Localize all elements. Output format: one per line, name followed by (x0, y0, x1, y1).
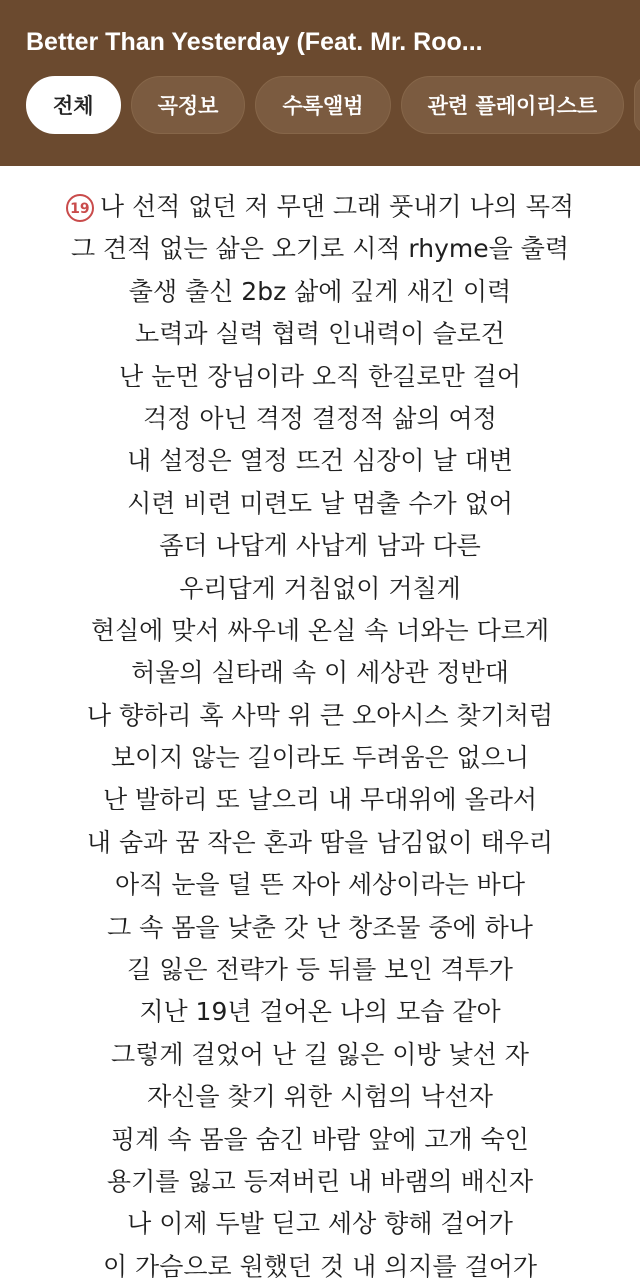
lyric-line: 길 잃은 전략가 등 뒤를 보인 격투가 (127, 955, 513, 985)
tab-next-partial[interactable] (634, 76, 640, 134)
lyric-line: 이 가슴으로 원했던 것 내 의지를 걸어가 (102, 1251, 538, 1281)
tab-album[interactable]: 수록앨범 (255, 76, 390, 134)
lyric-line: 좀더 나답게 사납게 남과 다른 (159, 531, 481, 561)
lyric-line: 자신을 찾기 위한 시험의 낙선자 (147, 1082, 493, 1112)
lyric-line: 지난 19년 걸어온 나의 모습 같아 (139, 997, 501, 1027)
lyric-line: 19 나 선적 없던 저 무댄 그래 풋내기 나의 목적 (0, 186, 640, 228)
tab-song-info[interactable]: 곡정보 (131, 76, 246, 134)
song-title: Better Than Yesterday (Feat. Mr. Roo... (26, 28, 483, 56)
lyric-line: 용기를 잃고 등져버린 내 바램의 배신자 (106, 1166, 534, 1196)
app-header (0, 0, 640, 166)
lyric-line: 시련 비련 미련도 날 멈출 수가 없어 (127, 488, 513, 518)
age-rating-badge: 19 (66, 194, 94, 222)
lyrics-body (0, 186, 640, 1288)
lyric-line: 내 숨과 꿈 작은 혼과 땀을 남김없이 태우리 (86, 827, 554, 857)
lyric-line: 걱정 아닌 격정 결정적 삶의 여정 (143, 403, 497, 433)
lyric-line: 핑계 속 몸을 숨긴 바람 앞에 고개 숙인 (111, 1124, 529, 1154)
lyric-line: 현실에 맞서 싸우네 온실 속 너와는 다르게 (90, 615, 550, 645)
lyric-line: 그 견적 없는 삶은 오기로 시적 rhyme을 출력 (70, 234, 570, 264)
tab-related-playlists[interactable]: 관련 플레이리스트 (401, 76, 625, 134)
lyric-line: 출생 출신 2bz 삶에 깊게 새긴 이력 (128, 276, 512, 306)
tab-bar (26, 76, 640, 136)
lyric-line: 허울의 실타래 속 이 세상관 정반대 (131, 658, 509, 688)
lyric-line: 우리답게 거침없이 거칠게 (179, 573, 461, 603)
lyric-line: 그렇게 걸었어 난 길 잃은 이방 낯선 자 (111, 1039, 529, 1069)
lyric-line: 보이지 않는 길이라도 두려움은 없으니 (110, 743, 530, 773)
tab-all[interactable]: 전체 (26, 76, 121, 134)
lyric-line: 노력과 실력 협력 인내력이 슬로건 (135, 319, 505, 349)
lyric-line: 아직 눈을 덜 뜬 자아 세상이라는 바다 (115, 870, 525, 900)
lyric-line: 내 설정은 열정 뜨건 심장이 날 대변 (127, 446, 513, 476)
lyric-line: 나 향하리 혹 사막 위 큰 오아시스 찾기처럼 (86, 700, 554, 730)
lyric-line: 나 이제 두발 딛고 세상 향해 걸어가 (127, 1209, 513, 1239)
lyric-line: 그 속 몸을 낮춘 갓 난 창조물 중에 하나 (107, 912, 533, 942)
lyric-line: 난 눈먼 장님이라 오직 한길로만 걸어 (119, 361, 521, 391)
lyric-line: 난 발하리 또 날으리 내 무대위에 올라서 (102, 785, 538, 815)
